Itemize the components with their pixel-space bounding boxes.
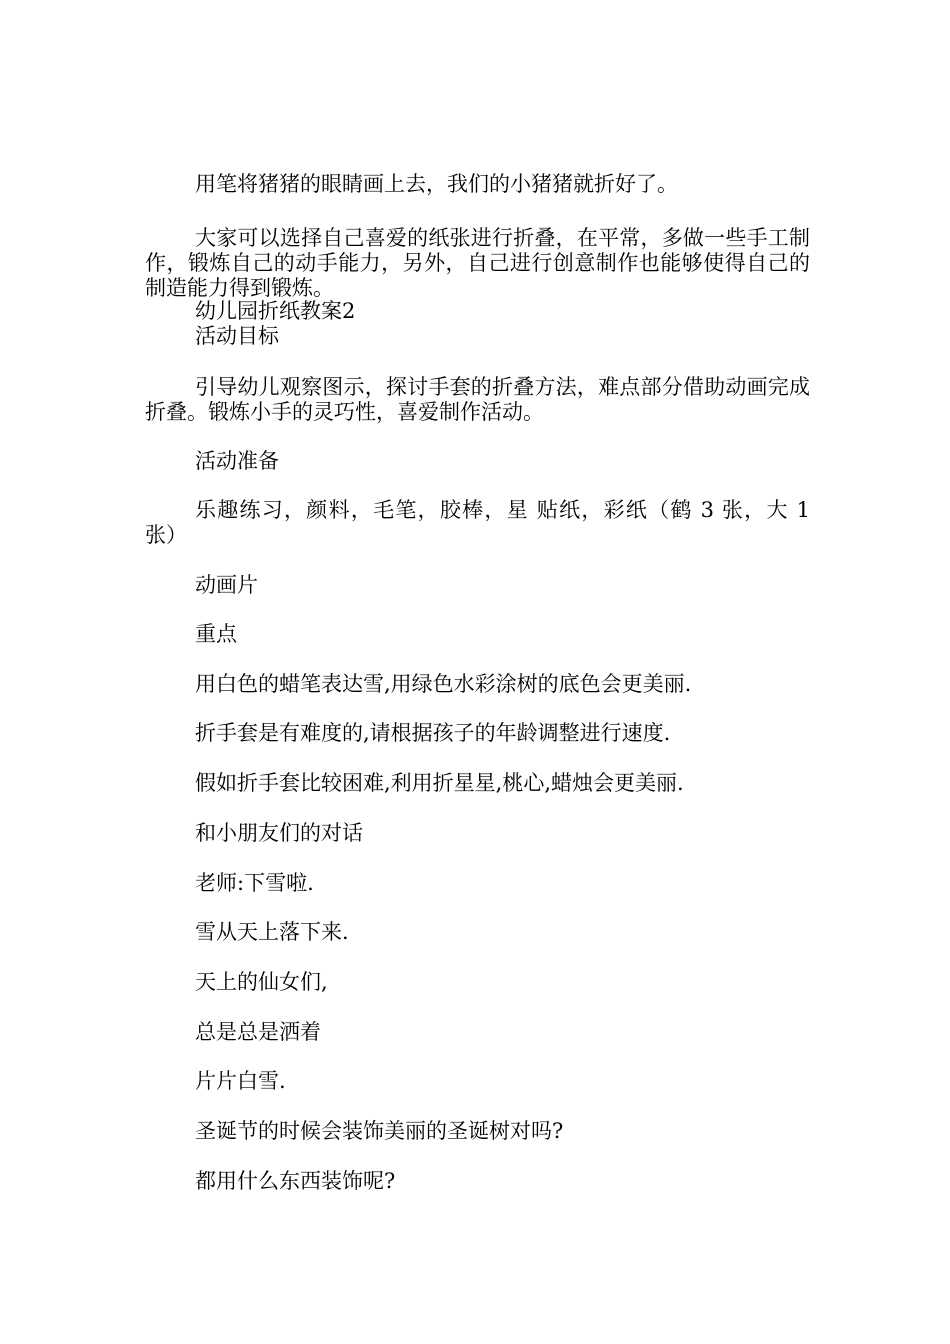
dialogue-line-4: 总是总是洒着	[195, 1020, 321, 1044]
paragraph-goals: 引导幼儿观察图示，探讨手套的折叠方法，难点部分借助动画完成折叠。锻炼小手的灵巧性，喜爱制作活动。	[145, 375, 810, 424]
heading-activity-preparation: 活动准备	[195, 449, 279, 473]
paragraph-animation: 动画片	[195, 573, 258, 597]
paragraph-pig-eyes: 用笔将猪猪的眼睛画上去，我们的小猪猪就折好了。	[195, 172, 678, 196]
paragraph-choose-paper: 大家可以选择自己喜爱的纸张进行折叠，在平常，多做一些手工制作，锻炼自己的动手能力，另外，自己进行创意制作也能够使得自己的制造能力得到锻炼。	[145, 226, 810, 300]
paragraph-materials: 乐趣练习，颜料，毛笔，胶棒，星 贴纸，彩纸（鹤 3 张，大 1 张）	[145, 498, 810, 547]
paragraph-alternative-folds: 假如折手套比较困难,利用折星星,桃心,蜡烛会更美丽.	[195, 771, 684, 795]
paragraph-white-crayon: 用白色的蜡笔表达雪,用绿色水彩涂树的底色会更美丽.	[195, 672, 692, 696]
dialogue-line-3: 天上的仙女们,	[195, 970, 328, 994]
dialogue-line-7: 都用什么东西装饰呢?	[195, 1169, 396, 1193]
dialogue-line-6: 圣诞节的时候会装饰美丽的圣诞树对吗?	[195, 1119, 564, 1143]
paragraph-glove-difficulty: 折手套是有难度的,请根据孩子的年龄调整进行速度.	[195, 721, 671, 745]
heading-key-points: 重点	[195, 622, 237, 646]
heading-activity-goals: 活动目标	[195, 324, 279, 348]
dialogue-line-2: 雪从天上落下来.	[195, 920, 349, 944]
section-title-lesson-2: 幼儿园折纸教案2	[195, 299, 356, 323]
heading-dialogue: 和小朋友们的对话	[195, 821, 363, 845]
dialogue-line-5: 片片白雪.	[195, 1069, 286, 1093]
dialogue-line-1: 老师:下雪啦.	[195, 871, 314, 895]
